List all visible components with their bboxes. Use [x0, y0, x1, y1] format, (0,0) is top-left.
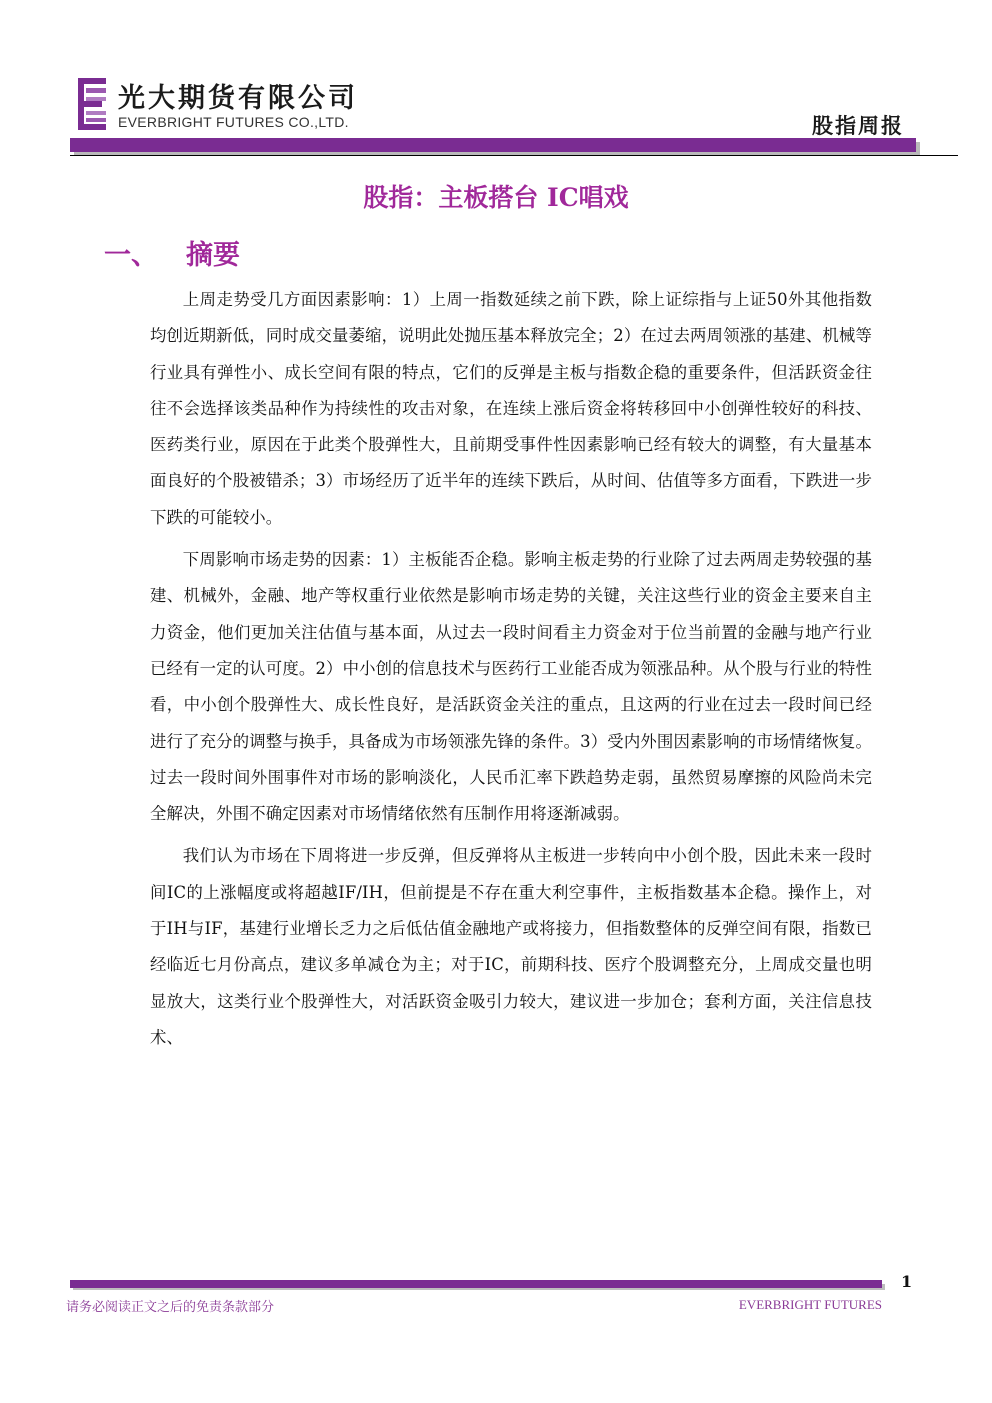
body-paragraph: 上周走势受几方面因素影响：1）上周一指数延续之前下跌，除上证综指与上证50外其他指数均创近期新低，同时成交量萎缩，说明此处抛压基本释放完全；2）在过去两周领涨的基建、机械等行业具有弹性小、成长空间有限的特点，它们的反弹是主板与指数企稳的重要条件，但活跃资金往往不会选择该类品种作为持续性的攻击对象，在连续上涨后资金将转移回中小创弹性较好的科技、医药类行业，原因在于此类个股弹性大，且前期受事件性因素影响已经有较大的调整，有大量基本面良好的个股被错杀；3）市场经历了近半年的连续下跌后，从时间、估值等多方面看，下跌进一步下跌的可能较小。 — [150, 290, 872, 527]
footer-bar — [70, 1280, 882, 1288]
company-name-en: EVERBRIGHT FUTURES CO.,LTD. — [118, 114, 349, 130]
company-logo-icon — [78, 78, 108, 130]
header-divider — [70, 155, 958, 156]
section-heading: 摘要 — [186, 240, 240, 271]
document-title: 股指：主板搭台 IC唱戏 — [363, 183, 629, 212]
summary-body — [150, 282, 872, 1056]
page-number: 1 — [901, 1272, 913, 1291]
footer-company-name: EVERBRIGHT FUTURES — [738, 1297, 882, 1312]
company-name-cn: 光大期货有限公司 — [118, 83, 358, 114]
body-paragraph: 下周影响市场走势的因素：1）主板能否企稳。影响主板走势的行业除了过去两周走势较强的基建、机械外，金融、地产等权重行业依然是影响市场走势的关键，关注这些行业的资金主要来自主力资金，他们更加关注估值与基本面，从过去一段时间看主力资金对于位当前置的金融与地产行业已经有一定的认可度。2）中小创的信息技术与医药行工业能否成为领涨品种。从个股与行业的特性看，中小创个股弹性大、成长性良好，是活跃资金关注的重点，且这两的行业在过去一段时间已经进行了充分的调整与换手，具备成为市场领涨先锋的条件。3）受内外围因素影响的市场情绪恢复。过去一段时间外围事件对市场的影响淡化，人民币汇率下跌趋势走弱，虽然贸易摩擦的风险尚未完全解决，外围不确定因素对市场情绪依然有压制作用将逐渐减弱。 — [150, 550, 872, 824]
report-type-label: 股指周报 — [812, 114, 904, 138]
section-number: 一、 — [104, 240, 158, 271]
disclaimer-note: 请务必阅读正文之后的免责条款部分 — [66, 1300, 275, 1315]
header-bar — [70, 138, 916, 152]
body-paragraph: 我们认为市场在下周将进一步反弹，但反弹将从主板进一步转向中小创个股，因此未来一段时间IC的上涨幅度或将超越IF/IH，但前提是不存在重大利空事件，主板指数基本企稳。操作上，对于IH与IF，基建行业增长乏力之后低估值金融地产或将接力，但指数整体的反弹空间有限，指数已经临近七月份高点，建议多单减仓为主；对于IC，前期科技、医疗个股调整充分，上周成交量也明显放大，这类行业个股弹性大，对活跃资金吸引力较大，建议进一步加仓；套利方面，关注信息技术、 — [150, 846, 872, 1047]
